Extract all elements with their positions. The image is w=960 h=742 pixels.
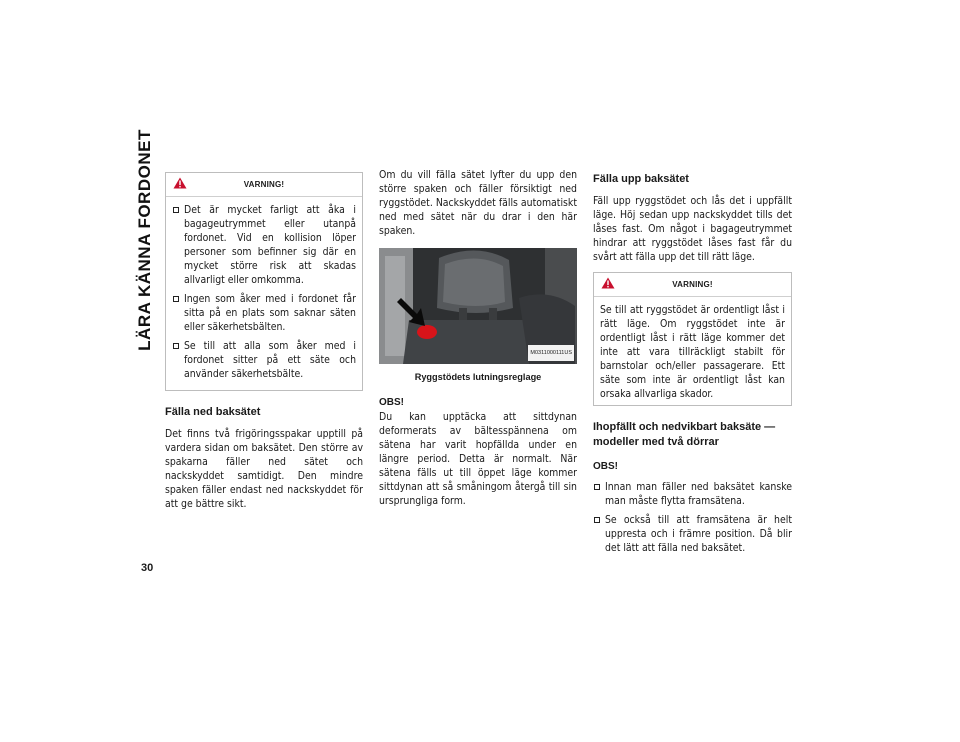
- column-middle: [379, 168, 577, 508]
- note-list-item: Innan man fäller ned baksätet kanske man måste flytta framsätena.: [593, 480, 792, 508]
- body-paragraph: Det finns två frigöringsspakar upptill på vardera sidan om baksätet. Den större av spakarna fäller ned sätet och nackskyddet samtidigt. Den mindre spaken fäller endast ned nackskyddet för att ge bättre sikt.: [165, 428, 363, 510]
- body-paragraph: Om du vill fälla sätet lyfter du upp den större spaken och fäller försiktigt ned ryggstödet. Nackskyddet fälls automatiskt ned med sätet när du drar i den här spaken.: [379, 169, 577, 237]
- warning-triangle-icon: [601, 277, 615, 289]
- warning-title: VARNING!: [243, 180, 285, 189]
- warning-header: [166, 173, 362, 197]
- warning-header: [594, 273, 791, 297]
- checkbox-bullet-icon: [594, 517, 600, 523]
- body-paragraph: Fäll upp ryggstödet och lås det i uppfällt läge. Höj sedan upp nackskyddet tills det låses fast. Om något i bagageutrymmet hindrar att ryggstödet låses fast får du svårt att fälla upp det till rätt läge.: [593, 195, 792, 263]
- column-right: [593, 172, 792, 560]
- section-side-title: [131, 129, 159, 351]
- page-number: 30: [141, 562, 154, 574]
- warning-list-item: Det är mycket farligt att åka i bagageutrymmet eller utanpå fordonet. Vid en kollision löper personer som befinner sig där en mycket större risk att skadas allvarligt eller omkomma.: [172, 203, 356, 287]
- seat-recline-photo: [379, 248, 577, 364]
- section-heading: Fälla upp baksätet: [593, 173, 689, 185]
- warning-text: Se till att ryggstödet är ordentligt låst i rätt läge. Om ryggstödet inte är ordentligt låst i rätt läge kommer det inte att vara tillräckligt stabilt för barnstolar och/eller passagerare. Ett säte som inte är ordentligt låst kan orsaka allvarliga skador.: [600, 304, 785, 400]
- image-caption: Ryggstödets lutningsreglage: [414, 372, 542, 382]
- checkbox-bullet-icon: [594, 484, 600, 490]
- note-list-item: Se också till att framsätena är helt uppresta och i främre position. Då blir det lätt att fälla ned baksätet.: [593, 513, 792, 555]
- warning-list-item: Se till att alla som åker med i fordonet sitter på ett säte och använder säkerhetsbälte.: [172, 339, 356, 381]
- section-heading: Fälla ned baksätet: [165, 406, 261, 418]
- warning-body: [166, 197, 362, 390]
- checkbox-bullet-icon: [173, 296, 179, 302]
- warning-triangle-icon: [173, 177, 187, 189]
- note-block: [379, 396, 577, 508]
- checkbox-bullet-icon: [173, 207, 179, 213]
- section-side-title-text: LÄRA KÄNNA FORDONET: [135, 129, 155, 351]
- warning-title: VARNING!: [672, 280, 713, 289]
- warning-box: [165, 172, 363, 391]
- checkbox-bullet-icon: [173, 343, 179, 349]
- warning-body: [594, 297, 791, 405]
- note-text: Du kan upptäcka att sittdynan deformerats av bältesspännena om sätena har varit hopfällda under en längre period. Detta är normalt. När sätena fälls ut till öppet läge kommer sittdynan att så småningom återgå till sin ursprungliga form.: [379, 411, 577, 507]
- note-label: OBS!: [593, 461, 618, 472]
- warning-list-item: Ingen som åker med i fordonet får sitta på en plats som saknar säten eller säkerhetsbälten.: [172, 292, 356, 334]
- warning-box: [593, 272, 792, 406]
- section-heading-two-door: Ihopfällt och nedvikbart baksäte — modeller med två dörrar: [593, 421, 776, 448]
- image-code: M0311000111US: [528, 345, 574, 361]
- note-label: OBS!: [379, 397, 404, 408]
- column-left: [165, 172, 363, 511]
